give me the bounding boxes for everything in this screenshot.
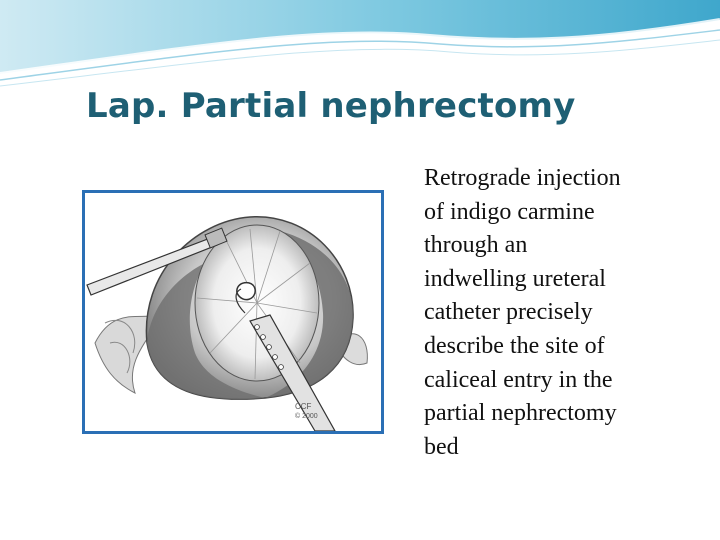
body-line: indwelling ureteral — [424, 265, 606, 292]
body-line: describe the site of — [424, 332, 605, 359]
illustration-credit-ccf: CCF — [295, 402, 312, 411]
body-line: partial nephrectomy — [424, 400, 617, 427]
slide-body-text — [424, 162, 714, 464]
kidney-surgery-drawing — [85, 193, 381, 431]
header-wave-decoration — [0, 0, 720, 90]
illustration-credit-year: © 2000 — [295, 413, 318, 420]
body-line: Retrograde injection — [424, 165, 621, 191]
body-line: caliceal entry in the — [424, 366, 613, 393]
surgical-illustration — [82, 190, 384, 434]
slide-title: Lap. Partial nephrectomy — [86, 86, 576, 126]
body-line: through an — [424, 232, 528, 259]
body-line: catheter precisely — [424, 299, 593, 326]
body-line: bed — [424, 433, 459, 460]
body-line: of indigo carmine — [424, 198, 595, 225]
